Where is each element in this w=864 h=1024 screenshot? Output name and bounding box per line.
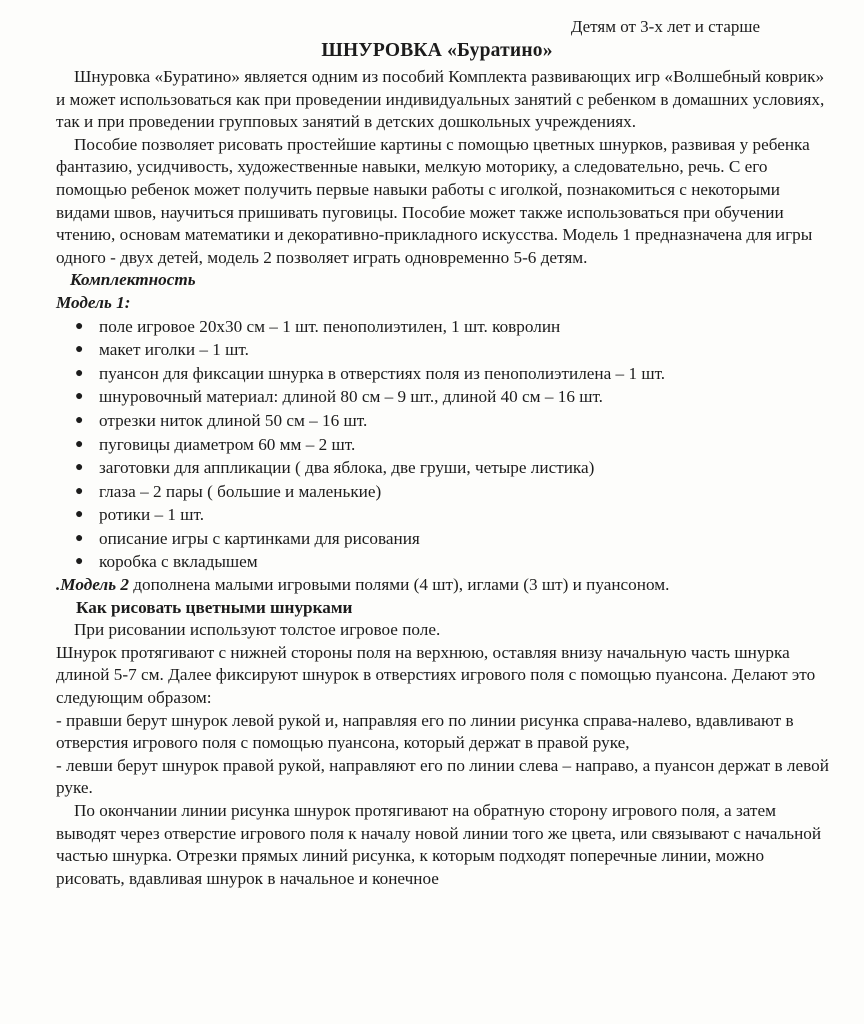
model2-line bbox=[56, 574, 830, 597]
bullet-icon: ● bbox=[75, 365, 84, 381]
howto-paragraph-1: При рисовании используют толстое игровое поле. bbox=[74, 620, 441, 640]
model1-heading: Модель 1: bbox=[56, 292, 131, 312]
document-title: ШНУРОВКА «Буратино» bbox=[321, 40, 553, 61]
list-item: ● поле игровое 20х30 см – 1 шт. пенополиэтилен, 1 шт. ковролин bbox=[75, 315, 830, 339]
list-item: ● пуговицы диаметром 60 мм – 2 шт. bbox=[75, 433, 830, 457]
intro-paragraph-2: Пособие позволяет рисовать простейшие картины с помощью цветных шнурков, развивая у ребенка фантазию, усидчивость, художественные навыки, мелкую моторику, а следовательно, речь. С его помощью ребенок может получить первые навыки работы с иголкой, познакомиться с некоторыми видами швов, научиться пришивать пуговицы. Пособие может также использоваться при обучении чтению, основам математики и декоративно-прикладного искусства. Модель 1 предназначена для игры одного - двух детей, модель 2 позволяет играть одновременно 5-6 детям. bbox=[56, 134, 813, 267]
bullet-icon: ● bbox=[75, 389, 84, 405]
howto-paragraph-4: - левши берут шнурок правой рукой, направляют его по линии слева – направо, а пуансон держат в левой руке. bbox=[56, 755, 829, 798]
bullet-icon: ● bbox=[75, 436, 84, 452]
list-item: ● описание игры с картинками для рисования bbox=[75, 527, 830, 551]
list-item: ● глаза – 2 пары ( большие и маленькие) bbox=[75, 480, 830, 504]
list-item: ● ротики – 1 шт. bbox=[75, 503, 830, 527]
list-item: ● заготовки для аппликации ( два яблока, две груши, четыре листика) bbox=[75, 456, 830, 480]
age-note: Детям от 3-х лет и старше bbox=[570, 17, 760, 36]
bullet-icon: ● bbox=[75, 530, 84, 546]
howto-paragraph-5: По окончании линии рисунка шнурок протягивают на обратную сторону игрового поля, а затем выводят через отверстие игрового поля к началу новой линии того же цвета, или связывают с начальной частью шнурка. Отрезки прямых линий рисунка, к которым подходят поперечные линии, можно рисовать, вдавливая шнурок в начальное и конечное bbox=[56, 801, 822, 888]
bullet-icon: ● bbox=[75, 318, 84, 334]
howto-paragraph-3: - правши берут шнурок левой рукой и, направляя его по линии рисунка справа-налево, вдавливают в отверстия игрового поля с помощью пуансона, который держат в правой руке, bbox=[56, 710, 794, 753]
list-item: ● шнуровочный материал: длиной 80 см – 9 шт., длиной 40 см – 16 шт. bbox=[75, 385, 830, 409]
bullet-icon: ● bbox=[75, 342, 84, 358]
bullet-icon: ● bbox=[75, 460, 84, 476]
intro-paragraph-1: Шнуровка «Буратино» является одним из пособий Комплекта развивающих игр «Волшебный коврик» и может использоваться как при проведении индивидуальных занятий с ребенком в домашних условиях, так и при проведении групповых занятий в детских дошкольных учреждениях. bbox=[56, 67, 825, 132]
model1-item-list bbox=[56, 315, 830, 575]
list-item: ● макет иголки – 1 шт. bbox=[75, 338, 830, 362]
bullet-icon: ● bbox=[75, 483, 84, 499]
bullet-icon: ● bbox=[75, 554, 84, 570]
howto-heading: Как рисовать цветными шнурками bbox=[76, 597, 353, 617]
document-body bbox=[56, 66, 830, 890]
list-item: ● отрезки ниток длиной 50 см – 16 шт. bbox=[75, 409, 830, 433]
howto-paragraph-2: Шнурок протягивают с нижней стороны поля на верхнюю, оставляя внизу начальную часть шнурка длиной 5-7 см. Далее фиксируют шнурок в отверстиях игрового поля с помощью пуансона. Делают это следующим образом: bbox=[56, 642, 816, 708]
model2-text: дополнена малыми игровыми полями (4 шт), иглами (3 шт) и пуансоном. bbox=[129, 575, 670, 595]
kit-heading: Комплектность bbox=[70, 270, 196, 290]
bullet-icon: ● bbox=[75, 507, 84, 523]
list-item: ● пуансон для фиксации шнурка в отверстиях поля из пенополиэтилена – 1 шт. bbox=[75, 362, 830, 386]
model2-label: .Модель 2 bbox=[56, 575, 129, 595]
list-item: ● коробка с вкладышем bbox=[75, 550, 830, 574]
bullet-icon: ● bbox=[75, 412, 84, 428]
